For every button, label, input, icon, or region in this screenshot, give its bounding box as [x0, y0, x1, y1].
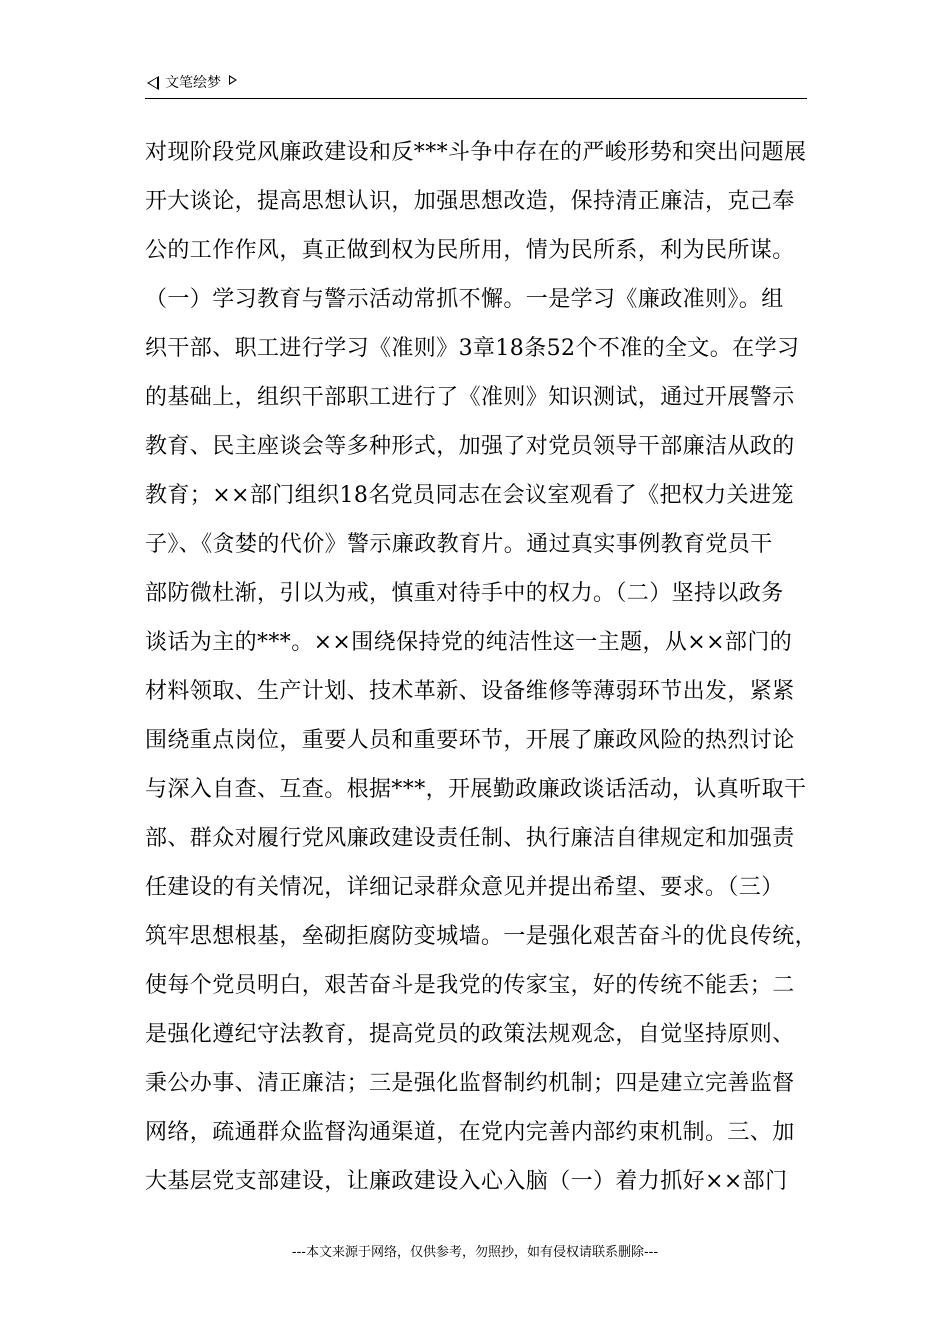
triangle-right-icon [229, 75, 237, 85]
body-line: 网络，疏通群众监督沟通渠道，在党内完善内部约束机制。三、加 [145, 1120, 795, 1145]
body-line: 秉公办事、清正廉洁；三是强化监督制约机制；四是建立完善监督 [145, 1071, 795, 1096]
body-line: 谈话为主的***。××围绕保持党的纯洁性这一主题，从××部门的 [145, 630, 793, 655]
body-line: 是强化遵纪守法教育，提高党员的政策法规观念，自觉坚持原则、 [145, 1022, 795, 1047]
body-line: 材料领取、生产计划、技术革新、设备维修等薄弱环节出发，紧紧 [145, 679, 795, 704]
body-line: 围绕重点岗位，重要人员和重要环节，开展了廉政风险的热烈讨论 [145, 728, 795, 753]
body-line: 公的工作作风，真正做到权为民所用，情为民所系，利为民所谋。 [145, 238, 795, 263]
body-line: 大基层党支部建设，让廉政建设入心入脑（一）着力抓好××部门 [145, 1169, 788, 1194]
header-title: 文笔绘梦 [165, 75, 221, 91]
document-body [145, 128, 817, 1206]
body-line: （一）学习教育与警示活动常抓不懈。一是学习《廉政准则》。组 [145, 287, 784, 312]
body-line: 对现阶段党风廉政建设和反***斗争中存在的严峻形势和突出问题展 [145, 140, 807, 165]
page-footer: ---本文来源于网络，仅供参考，勿照抄，如有侵权请联系删除--- [291, 1245, 659, 1260]
header-inner [147, 74, 237, 92]
body-line: 部防微杜渐，引以为戒，慎重对待手中的权力。（二）坚持以政务 [145, 581, 784, 606]
body-line: 教育；××部门组织18名党员同志在会议室观看了《把权力关进笼 [145, 483, 794, 508]
page-header [145, 72, 807, 99]
body-line: 子》、《贪婪的代价》警示廉政教育片。通过真实事例教育党员干 [145, 532, 773, 557]
body-line: 使每个党员明白，艰苦奋斗是我党的传家宝，好的传统不能丢；二 [145, 973, 795, 998]
body-line: 的基础上，组织干部职工进行了《准则》知识测试，通过开展警示 [145, 385, 795, 410]
body-line: 任建设的有关情况，详细记录群众意见并提出希望、要求。（三） [145, 875, 784, 900]
body-line: 开大谈论，提高思想认识，加强思想改造，保持清正廉洁，克己奉 [145, 189, 795, 214]
body-line: 织干部、职工进行学习《准则》3章18条52个不准的全文。在学习 [145, 336, 800, 361]
body-line: 与深入自查、互查。根据***，开展勤政廉政谈话活动，认真听取干 [145, 777, 807, 802]
body-line: 教育、民主座谈会等多种形式，加强了对党员领导干部廉洁从政的 [145, 434, 795, 459]
body-line: 部、群众对履行党风廉政建设责任制、执行廉洁自律规定和加强责 [145, 826, 795, 851]
body-line: 筑牢思想根基，垒砌拒腐防变城墙。一是强化艰苦奋斗的优良传统， [145, 924, 818, 949]
triangle-left-icon [147, 76, 159, 90]
